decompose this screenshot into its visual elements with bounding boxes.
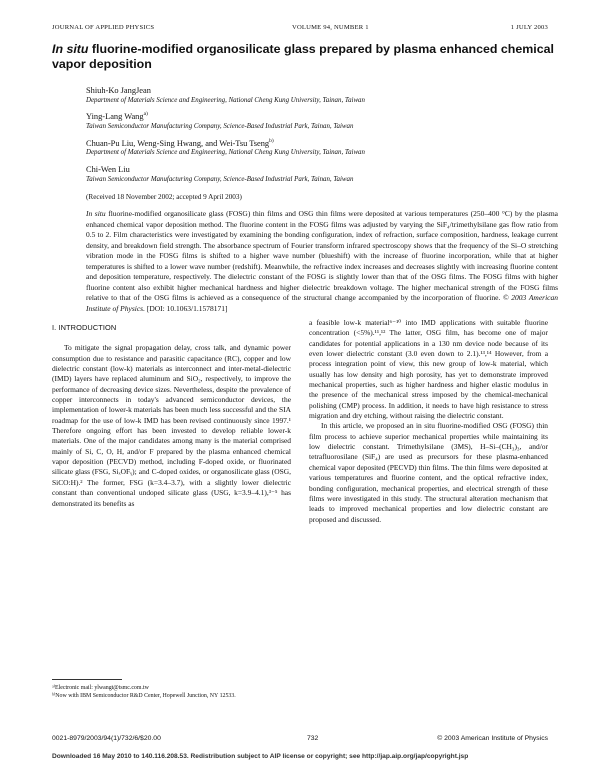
issue-date: 1 JULY 2003 — [510, 24, 548, 31]
author-group — [86, 136, 556, 158]
abstract — [86, 209, 558, 314]
section-heading: I. INTRODUCTION — [52, 323, 117, 332]
author-affiliation: Department of Materials Science and Engineering, National Cheng Kung University, Tainan, Taiwan — [86, 96, 365, 104]
footnote: ᵃ⁾Electronic mail: ylwangt@tsmc.com.tw — [52, 685, 149, 691]
journal-name: JOURNAL OF APPLIED PHYSICS — [52, 24, 155, 31]
abstract-copyright: © 2003 American Institute of Physics. — [86, 293, 558, 313]
author-block — [86, 83, 556, 188]
author-name: Ying-Lang Wang$^{a)}$ — [86, 111, 148, 122]
left-column — [52, 323, 291, 509]
download-notice: Downloaded 16 May 2010 to 140.116.208.53. Redistribution subject to AIP license or copyright; see http://jap.aip.org/jap/copyright.jsp — [52, 753, 469, 760]
author-affiliation: Taiwan Semiconductor Manufacturing Company, Science-Based Industrial Park, Tainan, Taiwan — [86, 123, 354, 131]
right-column — [309, 318, 548, 525]
intro-paragraph: a feasible low-k material⁶⁻¹⁰ into IMD applications with suitable fluorine concentration (<5%).¹¹,¹² The latter, OSG film, has become one of major candidates for potential applications in a 130 nm device node because of its even lower dielectric constant (3.0 even down to 2.1).¹³,¹⁴ However, from a process integration point of view, this new group of low-k material, which usually has low density and high porosity, has yet to demonstrate improved mechanical properties, such as higher hardness and higher elastic modulus in the presence of the mechanical stress imposed by the chemical-mechanical polishing (CMP) process. In addition, it needs to have high resistance to stress migration and dry etching, without raising the dielectric constant. — [309, 318, 548, 421]
page-footer — [52, 735, 548, 745]
running-head — [52, 24, 548, 36]
footer-copyright: © 2003 American Institute of Physics — [437, 735, 548, 742]
author-name: Shiuh-Ko JangJean — [86, 85, 151, 95]
author-group — [86, 83, 556, 105]
author-name: Chi-Wen Liu — [86, 164, 130, 174]
abstract-lead: In situ — [86, 209, 106, 218]
received-dates: (Received 18 November 2002; accepted 9 April 2003) — [86, 193, 242, 201]
footnote: ᵇ⁾Now with IBM Semiconductor R&D Center, Hopewell Junction, NY 12533. — [52, 693, 236, 699]
doi-link[interactable]: [DOI: 10.1063/1.1578171] — [144, 303, 228, 313]
abstract-body: fluorine-modified organosilicate glass (FOSG) thin films and OSG thin films were deposited at various temperatures (250–400 °C) by the plasma enhanced chemical vapor deposition method. The fluorine content in the FOSG films was adjusted by varying the SiF₄/trimethylsilane gas flow ratio from 0.5 to 2. Film characteristics were investigated by examining the bonding configuration, index of refraction, surface composition, hardness, leakage current density, and breakdown field strength. The absorbance spectrum of Fourier transform infrared spectroscopy shows that the frequency of the Si–O stretching vibration mode in the FOSG films is shifted to a higher wave number (blueshift) with the increase of fluorine incorporation, while that at higher temperatures is shifted to a lower wave number (redshift). Meanwhile, the refractive index increases and decreases slightly with increasing fluorine content and deposition temperature, respectively. The dielectric constant of the FOSG is slightly lower than that of the OSG films. The FOSG films with higher fluorine content also exhibit higher mechanical hardness and higher dielectric breakdown voltage. The higher mechanical strength of the FOSG films relative to that of the OSG films is achieved as a consequence of the structural change accompanied by the incorporation of fluorine. — [86, 209, 558, 303]
page-number: 732 — [307, 735, 319, 742]
intro-paragraph: To mitigate the signal propagation delay, cross talk, and dynamic power consumption due to resistance and parasitic capacitance (RC), copper and low dielectric constant (low-k) materials as interconnect and inter-metal-dielectric (IMD) layers have replaced aluminum and SiO₂, respectively, to improve the performance of decreasing device sizes. Nevertheless, despite the prevalence of copper interconnects in today's advanced semiconductor devices, the implementation of lower-k materials has been much less successful and the SIA roadmap for the use of low-k IMD has been revised continuously since 1997.¹ Therefore ongoing effort has been invested to develop reliable lower-k materials. One of the major candidates among many is the material comprised mainly of Si, C, O, H, and/or F prepared by the plasma enhanced chemical vapor deposition (PECVD) method, including F-doped oxide, or fluorinated silicate glass (FSG, SiₓOFᵧ); and C-doped oxides, or organosilicate glass (OSG, SiCO:H).² The former, FSG (k=3.4–3.7), with a slightly lower dielectric constant than conventional undoped silicate glass (USG, k=3.9–4.1),³⁻⁵ has demonstrated its benefits as — [52, 343, 291, 508]
author-group — [86, 109, 556, 131]
author-group — [86, 162, 556, 184]
footer-code: 0021-8979/2003/94(1)/732/6/$20.00 — [52, 735, 161, 742]
footnotes — [52, 684, 291, 700]
author-affiliation: Department of Materials Science and Engineering, National Cheng Kung University, Tainan, Taiwan — [86, 149, 365, 157]
intro-paragraph: In this article, we proposed an in situ fluorine-modified OSG (FOSG) thin film process to achieve superior mechanical properties while maintaining its low dielectric constant. Trimethylsilane (3MS), H–Si–(CH₃)₃, and/or tetrafluorosilane (SiF₄) are used as precursors for these plasma-enhanced chemical vapor deposited (PECVD) thin films. The thin films were deposited at various temperatures and fluorine content, and the optical refractive index, bonding configuration, mechanical properties, and electrical strength of these films were investigated in this study. The structural alteration mechanism that leads to improved mechanical properties and low dielectric constant are proposed and discussed. — [309, 421, 548, 524]
title-italic: In situ — [52, 42, 89, 56]
article-title — [52, 42, 557, 72]
title-text: fluorine-modified organosilicate glass prepared by plasma enhanced chemical vapor deposition — [52, 42, 554, 71]
volume-number: VOLUME 94, NUMBER 1 — [292, 24, 369, 31]
author-affiliation: Taiwan Semiconductor Manufacturing Company, Science-Based Industrial Park, Tainan, Taiwan — [86, 175, 354, 183]
author-name: Chuan-Pu Liu, Weng-Sing Hwang, and Wei-Tsu Tseng$^{b)}$ — [86, 137, 274, 148]
footnote-rule — [52, 679, 122, 680]
